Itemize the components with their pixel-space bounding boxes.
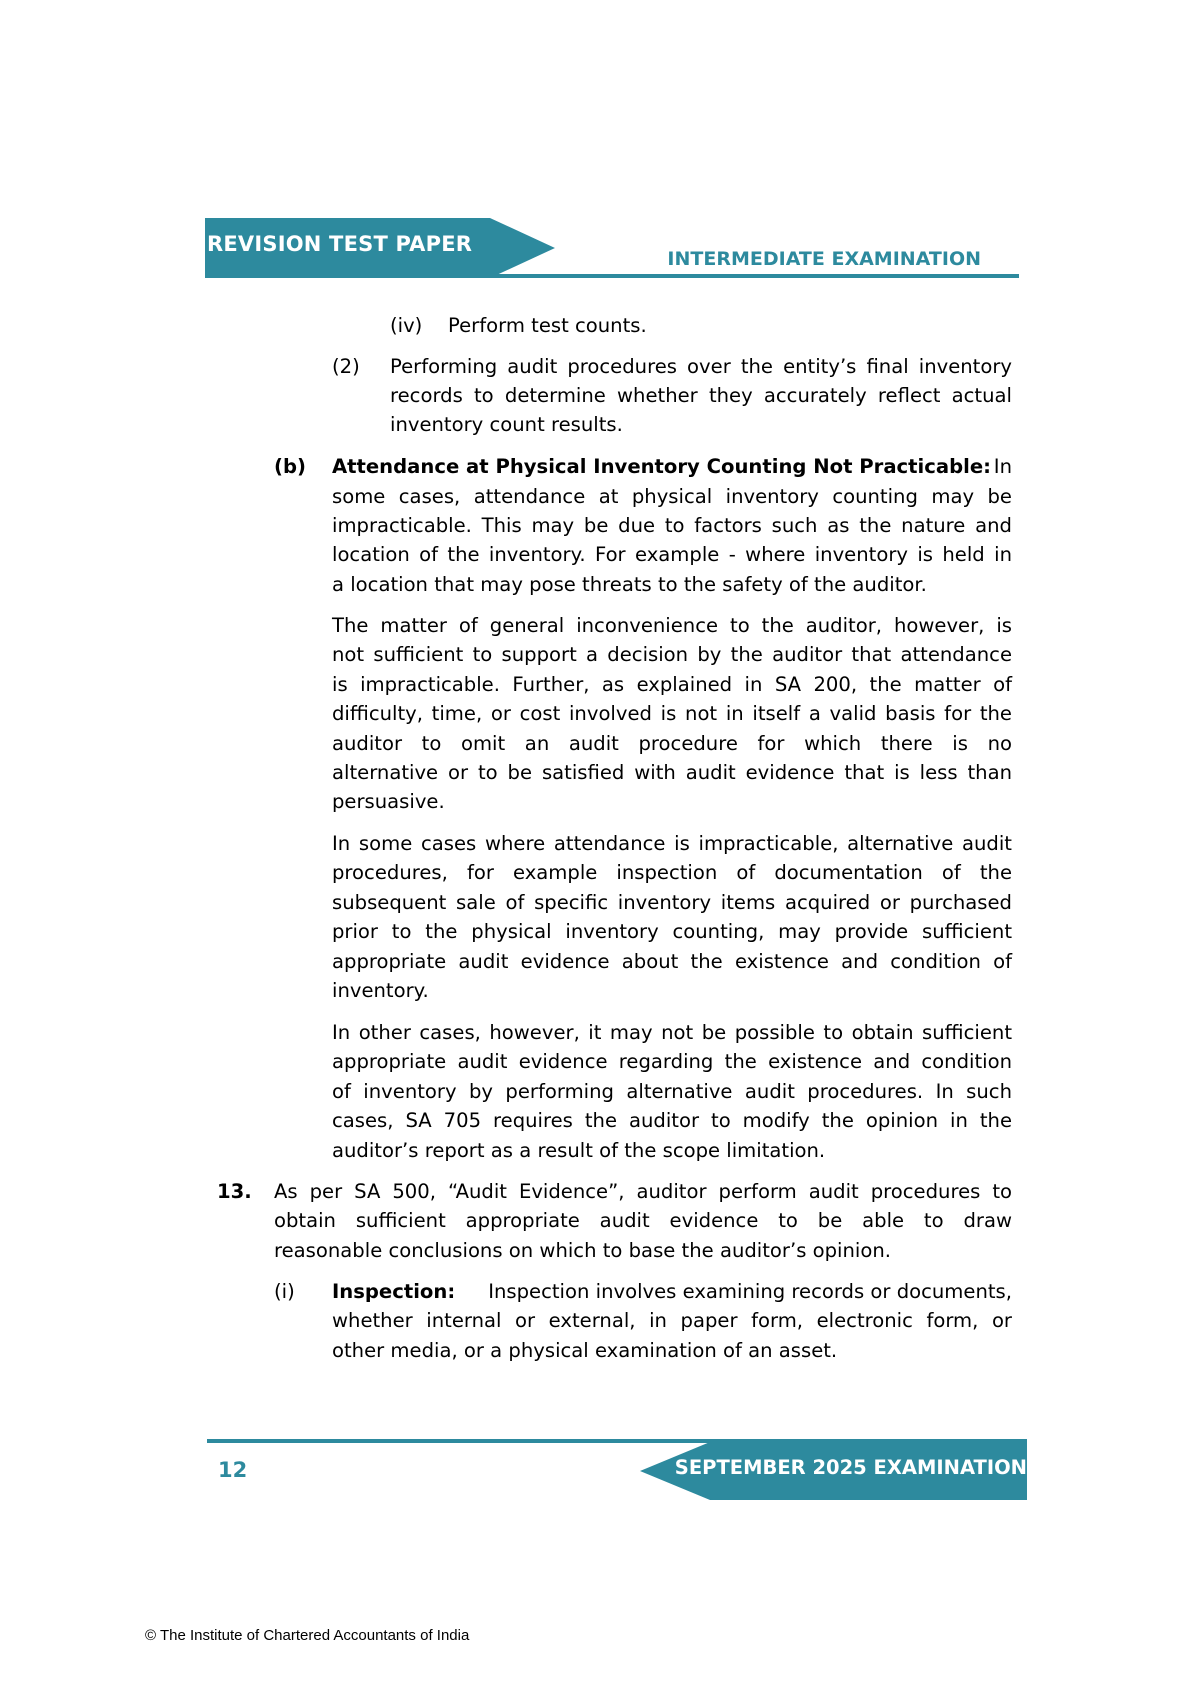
item-iv-text: Perform test counts. <box>448 314 647 337</box>
item-i-heading: Inspection: <box>332 1280 456 1303</box>
header-badge-text: REVISION TEST PAPER <box>207 232 473 256</box>
item-b-para1-line: impracticable. This may be due to factors such as the nature and <box>332 514 1012 537</box>
item-i-marker: (i) <box>274 1280 295 1303</box>
question-13-line: As per SA 500, “Audit Evidence”, auditor perform audit procedures to <box>274 1180 1012 1203</box>
item-b-para2-line: auditor to omit an audit procedure for which there is no <box>332 732 1012 755</box>
footer-exam-session: SEPTEMBER 2025 EXAMINATION <box>674 1456 1027 1479</box>
header-rule <box>205 274 1019 278</box>
item-b-para3-line: inventory. <box>332 979 429 1002</box>
item-b-para4-line: appropriate audit evidence regarding the existence and condition <box>332 1050 1012 1073</box>
item-i-heading-rest: Inspection involves examining records or documents, <box>488 1280 1012 1303</box>
item-b-para4-line: cases, SA 705 requires the auditor to modify the opinion in the <box>332 1109 1012 1132</box>
item-b-para3-line: subsequent sale of specific inventory items acquired or purchased <box>332 891 1012 914</box>
copyright-notice: © The Institute of Chartered Accountants of India <box>145 1627 470 1644</box>
item-iv-marker: (iv) <box>390 314 423 337</box>
question-13-line: reasonable conclusions on which to base the auditor’s opinion. <box>274 1239 892 1262</box>
item-i-line: whether internal or external, in paper form, electronic form, or <box>332 1309 1012 1332</box>
item-b-para4-line: of inventory by performing alternative audit procedures. In such <box>332 1080 1012 1103</box>
item-b-para2-line: The matter of general inconvenience to the auditor, however, is <box>332 614 1012 637</box>
item-b-para2-line: alternative or to be satisfied with audit evidence that is less than <box>332 761 1012 784</box>
item-b-para2-line: not sufficient to support a decision by the auditor that attendance <box>332 643 1012 666</box>
item-i-line: other media, or a physical examination of an asset. <box>332 1339 838 1362</box>
item-2-line: inventory count results. <box>390 413 623 436</box>
page-number: 12 <box>218 1458 248 1482</box>
item-i-heading-line <box>332 1277 1012 1307</box>
item-b-para2-line: is impracticable. Further, as explained in SA 200, the matter of <box>332 673 1012 696</box>
item-2-line: records to determine whether they accurately reflect actual <box>390 384 1012 407</box>
item-b-heading-line <box>332 452 1012 482</box>
item-b-para3-line: appropriate audit evidence about the existence and condition of <box>332 950 1012 973</box>
item-b-para1-line: location of the inventory. For example - where inventory is held in <box>332 543 1012 566</box>
item-b-para1-line: a location that may pose threats to the safety of the auditor. <box>332 573 927 596</box>
item-2-marker: (2) <box>332 355 360 378</box>
item-b-para4-line: In other cases, however, it may not be possible to obtain sufficient <box>332 1021 1012 1044</box>
item-b-heading: Attendance at Physical Inventory Counting Not Practicable: <box>332 455 991 478</box>
item-b-para3-line: procedures, for example inspection of documentation of the <box>332 861 1012 884</box>
item-b-para2-line: persuasive. <box>332 790 445 813</box>
question-13-number: 13. <box>217 1180 252 1203</box>
item-b-para4-line: auditor’s report as a result of the scope limitation. <box>332 1139 826 1162</box>
header-exam-title: INTERMEDIATE EXAMINATION <box>667 248 981 270</box>
item-b-heading-rest: In <box>993 455 1012 478</box>
question-13-line: obtain sufficient appropriate audit evidence to be able to draw <box>274 1209 1012 1232</box>
item-2-line: Performing audit procedures over the entity’s final inventory <box>390 355 1012 378</box>
item-b-para3-line: In some cases where attendance is impracticable, alternative audit <box>332 832 1012 855</box>
item-b-marker: (b) <box>274 455 306 478</box>
item-b-para3-line: prior to the physical inventory counting, may provide sufficient <box>332 920 1012 943</box>
item-b-para1-line: some cases, attendance at physical inventory counting may be <box>332 485 1012 508</box>
item-b-para2-line: difficulty, time, or cost involved is not in itself a valid basis for the <box>332 702 1012 725</box>
